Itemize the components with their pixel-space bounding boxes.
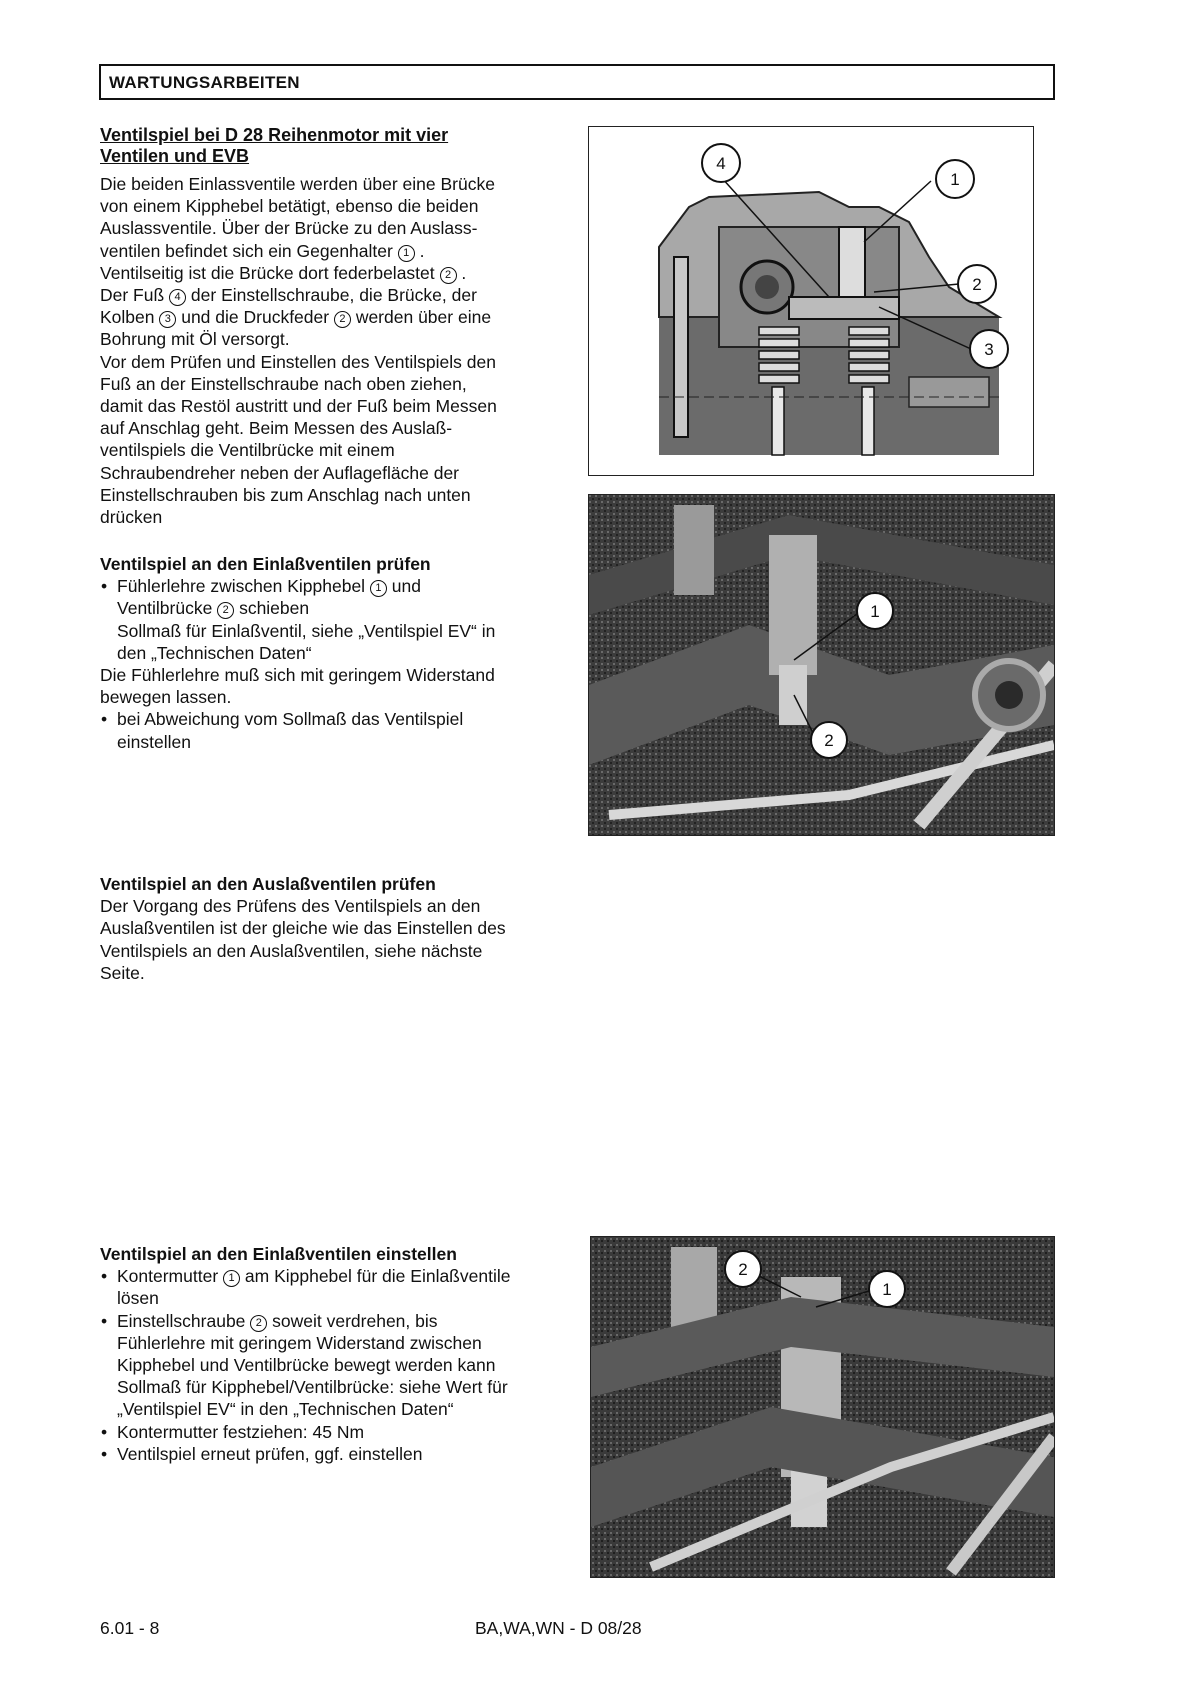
text: Kipphebel und Ventilbrücke bewegt werden kann	[117, 1355, 496, 1376]
text: .	[414, 240, 425, 261]
footer-page-number: 6.01 - 8	[100, 1618, 160, 1638]
figure-photo-valve-check	[588, 494, 1055, 836]
callout-ref: 1	[370, 580, 387, 597]
section-heading: Ventilspiel an den Einlaßventilen einstellen	[100, 1244, 457, 1264]
callout-3: 3	[984, 340, 994, 359]
text: „Ventilspiel EV“ in den „Technischen Daten“	[117, 1399, 454, 1420]
text: Kontermutter	[117, 1266, 224, 1287]
callout-1: 1	[870, 602, 880, 621]
callout-2: 2	[972, 275, 982, 294]
section-title-line2: Ventilen und EVB	[100, 146, 250, 166]
text-line	[100, 262, 580, 284]
text-line: Seite.	[100, 962, 145, 983]
text-line: ventilspiels die Ventilbrücke mit einem	[100, 440, 395, 461]
section-intake-check	[100, 553, 580, 753]
list-item	[100, 708, 580, 752]
callout-ref: 2	[250, 1315, 267, 1332]
text: der Einstellschraube, die Brücke, der	[186, 285, 477, 306]
section-heading: Ventilspiel an den Auslaßventilen prüfen	[100, 874, 436, 894]
callout-ref: 1	[398, 245, 415, 262]
text: werden über eine	[350, 307, 492, 328]
text: Sollmaß für Einlaßventil, siehe „Ventilspiel EV“ in	[117, 620, 496, 641]
text-line: bewegen lassen.	[100, 687, 232, 708]
text-line: Auslaßventilen ist der gleiche wie das Einstellen des	[100, 918, 506, 939]
list-item	[100, 1265, 580, 1309]
section-title-line1: Ventilspiel bei D 28 Reihenmotor mit vier	[100, 125, 449, 145]
header-title: WARTUNGSARBEITEN	[109, 73, 300, 92]
text: Der Fuß	[100, 285, 170, 306]
section-valve-clearance-intro	[100, 125, 580, 528]
figure-photo-valve-adjust	[590, 1236, 1055, 1578]
text-line: Vor dem Prüfen und Einstellen des Ventilspiels den	[100, 351, 496, 372]
text-line: damit das Restöl austritt und der Fuß beim Messen	[100, 396, 497, 417]
text: Einstellschraube	[117, 1310, 251, 1331]
text-line	[100, 306, 580, 328]
text: soweit verdrehen, bis	[267, 1310, 438, 1331]
text: Ventilbrücke	[117, 598, 218, 619]
text-line: Bohrung mit Öl versorgt.	[100, 329, 290, 350]
list-item	[100, 1421, 580, 1443]
text: Fühlerlehre mit geringem Widerstand zwischen	[117, 1332, 482, 1353]
text: Ventilspiel erneut prüfen, ggf. einstellen	[117, 1443, 423, 1464]
cylinder-head-illustration	[589, 127, 1033, 475]
callout-ref: 2	[217, 602, 234, 619]
text: .	[456, 262, 467, 283]
text-line: von einem Kipphebel betätigt, ebenso die beiden	[100, 196, 479, 217]
text: einstellen	[117, 731, 191, 752]
callout-ref: 2	[440, 267, 457, 284]
list-item	[100, 575, 580, 664]
text-line	[100, 240, 580, 262]
text-line: Die beiden Einlassventile werden über eine Brücke	[100, 174, 495, 194]
text: Sollmaß für Kipphebel/Ventilbrücke: siehe Wert für	[117, 1377, 508, 1398]
text: Ventilseitig ist die Brücke dort federbelastet	[100, 262, 440, 283]
photo-valve-check	[589, 495, 1054, 835]
section-intake-adjust	[100, 1243, 580, 1465]
bullet-list	[100, 708, 580, 752]
section-heading: Ventilspiel an den Einlaßventilen prüfen	[100, 554, 431, 574]
text-line: Ventilspiels an den Auslaßventilen, siehe nächste	[100, 940, 483, 961]
text-line	[100, 284, 580, 306]
text-line: Der Vorgang des Prüfens des Ventilspiels an den	[100, 896, 481, 917]
callout-1: 1	[882, 1280, 892, 1299]
callout-2: 2	[824, 731, 834, 750]
callout-ref: 3	[159, 311, 176, 328]
text: am Kipphebel für die Einlaßventile	[240, 1266, 511, 1287]
callout-2: 2	[738, 1260, 748, 1279]
list-item	[100, 1310, 580, 1421]
callout-4: 4	[716, 154, 726, 173]
callout-ref: 1	[223, 1270, 240, 1287]
callout-ref: 4	[169, 289, 186, 306]
callout-ref: 2	[334, 311, 351, 328]
text: Fühlerlehre zwischen Kipphebel	[117, 576, 370, 597]
bullet-list	[100, 1265, 580, 1465]
text-line: auf Anschlag geht. Beim Messen des Auslaß-	[100, 418, 453, 439]
text: und	[386, 576, 421, 597]
text: ventilen befindet sich ein Gegenhalter	[100, 240, 398, 261]
text-line: Auslassventile. Über der Brücke zu den Auslass-	[100, 218, 478, 239]
figure-cylinder-head-drawing	[588, 126, 1034, 476]
text-line: Die Fühlerlehre muß sich mit geringem Widerstand	[100, 665, 495, 686]
text: den „Technischen Daten“	[117, 642, 312, 663]
list-item	[100, 1443, 580, 1465]
text: Kontermutter festziehen: 45 Nm	[117, 1421, 365, 1442]
footer-doc-id: BA,WA,WN - D 08/28	[475, 1618, 642, 1638]
text: und die Druckfeder	[176, 307, 334, 328]
section-exhaust-check	[100, 873, 580, 984]
text: schieben	[234, 598, 310, 619]
text-line: Schraubendreher neben der Auflagefläche der	[100, 462, 460, 483]
bullet-list	[100, 575, 580, 664]
text-line: drücken	[100, 507, 163, 528]
callout-1: 1	[950, 170, 960, 189]
text-line: Einstellschrauben bis zum Anschlag nach unten	[100, 484, 471, 505]
text: bei Abweichung vom Sollmaß das Ventilspiel	[117, 709, 464, 730]
text: lösen	[117, 1288, 159, 1309]
photo-valve-adjust	[591, 1237, 1054, 1577]
header-box	[99, 64, 1055, 100]
text: Kolben	[100, 307, 160, 328]
text-line: Fuß an der Einstellschraube nach oben ziehen,	[100, 373, 467, 394]
